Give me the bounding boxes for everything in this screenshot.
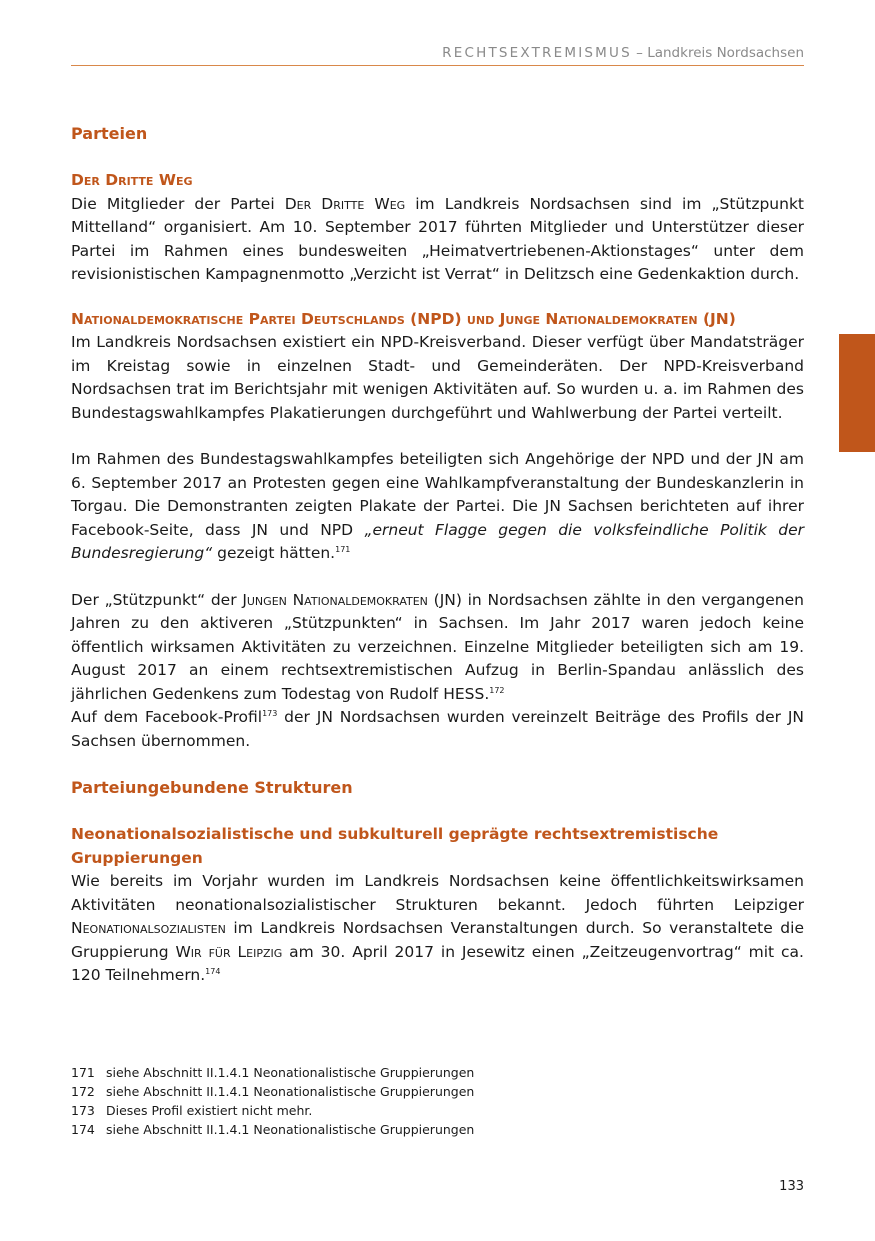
footnote-ref-173[interactable]: 173 bbox=[262, 709, 278, 718]
spacer bbox=[71, 800, 804, 823]
spacer bbox=[71, 287, 804, 308]
text-run: Der „Stützpunkt“ der bbox=[71, 590, 243, 609]
spacer bbox=[71, 425, 804, 448]
footnote-item bbox=[71, 1101, 804, 1120]
footnote-number: 174 bbox=[71, 1122, 95, 1137]
spacer bbox=[71, 753, 804, 776]
paragraph-der-dritte-weg bbox=[71, 193, 804, 287]
text-run: Die Mitglieder der Partei bbox=[71, 194, 285, 213]
page-number: 133 bbox=[779, 1179, 804, 1194]
text-run: Wie bereits im Vorjahr wurden im Landkreis Nordsachsen keine öffentlichkeitswirksamen Aktivitäten neonationalsozialistischer Strukturen bekannt. Jedoch führten Leipziger bbox=[71, 872, 804, 914]
footnote-item bbox=[71, 1082, 804, 1101]
footnote-ref-174[interactable]: 174 bbox=[205, 967, 221, 976]
footnote-number: 172 bbox=[71, 1084, 95, 1099]
text-run: am 30. April 2017 in Jesewitz einen „Zeitzeugenvortrag“ mit ca. 120 Teilnehmern. bbox=[71, 942, 804, 984]
text-run: der JN Nordsachsen wurden vereinzelt Beiträge des Profils der JN Sachsen übernommen. bbox=[71, 708, 804, 750]
footnote-text: Dieses Profil existiert nicht mehr. bbox=[106, 1103, 313, 1118]
text-run: im Landkreis Nordsachsen Veranstaltungen durch. So veranstaltete die Gruppierung bbox=[71, 919, 804, 961]
paragraph-npd-4 bbox=[71, 706, 804, 753]
footnote-text: siehe Abschnitt II.1.4.1 Neonationalistische Gruppierungen bbox=[106, 1084, 475, 1099]
group-name: Neonationalsozialisten bbox=[71, 919, 226, 937]
running-header bbox=[71, 45, 804, 65]
paragraph-npd-1: Im Landkreis Nordsachsen existiert ein NPD-Kreisverband. Dieser verfügt über Mandatsträger im Kreistag sowie in einzelnen Stadt- und Gemeinderäten. Der NPD-Kreisverband Nordsachsen trat im Berichtsjahr mit wenigen Aktivitäten auf. So wurden u. a. im Rahmen des Bundestagswahlkampfes Plakatierungen durchgeführt und Wahlwerbung der Partei verteilt. bbox=[71, 333, 804, 422]
footnote-text: siehe Abschnitt II.1.4.1 Neonationalistische Gruppierungen bbox=[106, 1065, 475, 1080]
text-run: Im Rahmen des Bundestagswahlkampfes beteiligten sich Angehörige der NPD und der JN am 6. September 2017 an Protesten gegen eine Wahlkampfveranstaltung der Bundeskanzlerin in Torgau. Die Demonstranten zeigten Plakate der Partei. Die JN Sachsen berichteten auf ihrer Facebook-Seite, dass JN und NPD bbox=[71, 450, 804, 539]
footnote-number: 173 bbox=[71, 1103, 95, 1118]
footnote-text: siehe Abschnitt II.1.4.1 Neonationalistische Gruppierungen bbox=[106, 1122, 475, 1137]
quotation: „erneut Flagge gegen die volksfeindliche Politik der Bundesregierung“ bbox=[71, 520, 804, 562]
text-run: (JN) in Nordsachsen zählte in den vergangenen Jahren zu den aktiveren „Stützpunkten“ in Sachsen. Im Jahr 2017 waren jedoch keine öffentlich wirksamen Aktivitäten zu verzeichnen. Einzelne Mitglieder beteiligten sich am 19. August 2017 an einem rechtsextremistischen Aufzug in Berlin-Spandau anlässlich des jährlichen Gedenkens zum Todestag von Rudolf HESS. bbox=[71, 590, 804, 703]
footnote-item bbox=[71, 1120, 804, 1139]
paragraph-neonazi bbox=[71, 870, 804, 988]
subsection-heading-neonazi: Neonationalsozialistische und subkulturell geprägte rechtsextremistische Gruppierungen bbox=[71, 825, 719, 867]
group-name: Wir für Leipzig bbox=[175, 942, 283, 961]
party-name: Der Dritte Weg bbox=[284, 194, 406, 213]
text-run: im Landkreis Nordsachsen sind im „Stützpunkt Mittelland“ organisiert. Am 10. September 2017 führten Mitglieder und Unterstützer dieser Partei im Rahmen eines bundesweiten „Heimatvertriebenen-Aktionstages“ unter dem revisionistischen Kampagnenmotto „Verzicht ist Verrat“ in Delitzsch eine Gedenkaktion durch. bbox=[71, 194, 804, 283]
footnote-number: 171 bbox=[71, 1065, 95, 1080]
spacer bbox=[71, 146, 804, 169]
subsection-heading-npd-jn: Nationaldemokratische Partei Deutschlands (NPD) und Junge Nationaldemokraten (JN) bbox=[71, 309, 736, 328]
subsection-heading-der-dritte-weg: Der Dritte Weg bbox=[71, 171, 193, 189]
paragraph-npd-3 bbox=[71, 589, 804, 707]
chapter-side-tab bbox=[839, 334, 875, 452]
header-region: Landkreis Nordsachsen bbox=[647, 45, 804, 61]
main-content bbox=[71, 122, 804, 988]
text-run: gezeigt hätten. bbox=[212, 544, 336, 562]
header-rule bbox=[71, 65, 804, 66]
section-title-parteiungebundene-strukturen: Parteiungebundene Strukturen bbox=[71, 778, 353, 797]
header-separator: – bbox=[631, 45, 648, 61]
footnotes bbox=[71, 1063, 804, 1139]
organisation-name: Jungen Nationaldemokraten bbox=[242, 590, 428, 609]
footnote-item bbox=[71, 1063, 804, 1082]
footnote-ref-171[interactable]: 171 bbox=[335, 545, 351, 554]
footnote-ref-172[interactable]: 172 bbox=[489, 685, 505, 695]
spacer bbox=[71, 566, 804, 589]
section-title-parteien: Parteien bbox=[71, 124, 148, 143]
paragraph-npd-2 bbox=[71, 448, 804, 566]
header-series-title: RECHTSEXTREMISMUS bbox=[442, 45, 632, 61]
text-run: Auf dem Facebook-Profil bbox=[71, 708, 263, 726]
